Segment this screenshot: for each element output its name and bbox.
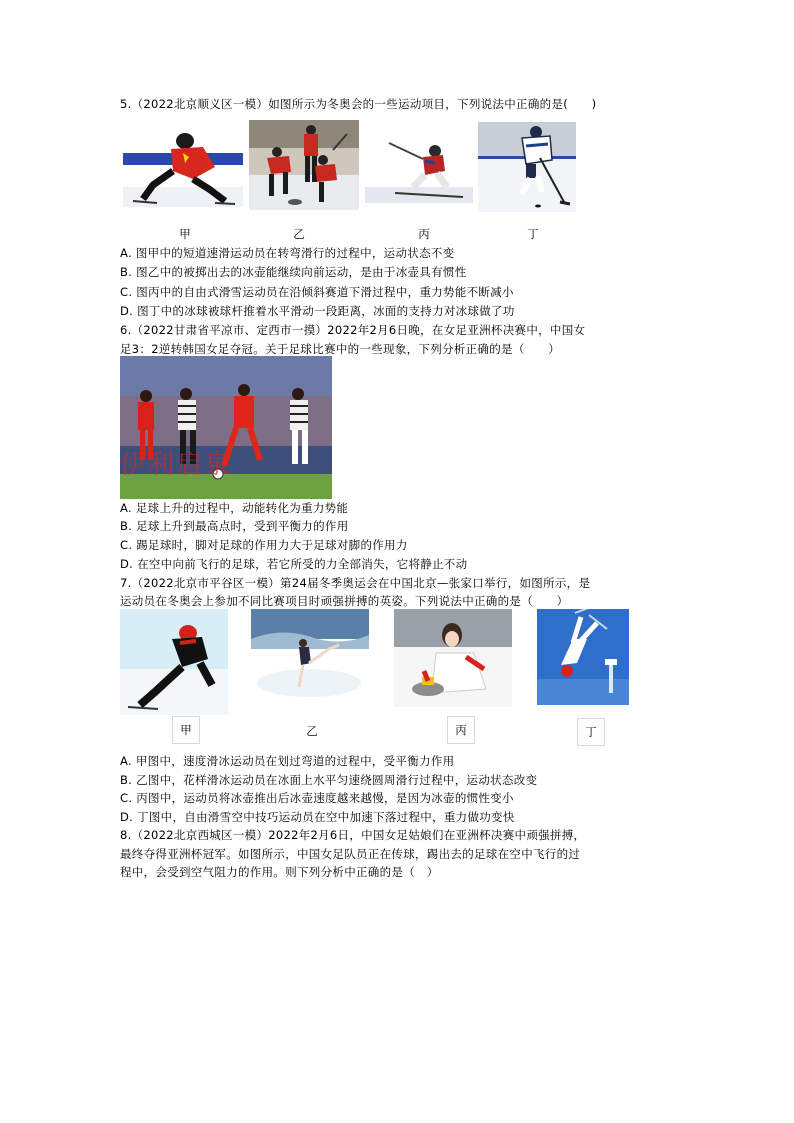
- q8-stem-line3: 程中，会受到空气阻力的作用。则下列分析中正确的是（ ）: [120, 865, 439, 879]
- q6-image-football-match: [120, 356, 332, 499]
- q6-option-c: C. 踢足球时，脚对足球的作用力大于足球对脚的作用力: [120, 538, 408, 552]
- q5-image-freestyle-skier: [365, 137, 473, 203]
- q7-stem-line1: 7.（2022北京市平谷区一模）第24届冬季奥运会在中国北京—张家口举行，如图所示，是: [120, 576, 591, 590]
- q6-watermark-text: 伊利启泉: [120, 450, 233, 480]
- q5-caption-ding: 丁: [527, 227, 539, 241]
- q5-image-ice-hockey: [478, 122, 576, 212]
- q7-stem-line2: 运动员在冬奥会上参加不同比赛项目时顽强拼搏的英姿。下列说法中正确的是（ ）: [120, 594, 569, 608]
- q5-caption-jia: 甲: [179, 227, 191, 241]
- q6-stem-line1: 6.（2022甘肃省平凉市、定西市一摸）2022年2月6日晚，在女足亚洲杯决赛中，中国女: [120, 323, 586, 337]
- q5-option-b: B. 图乙中的被掷出去的冰壶能继续向前运动，是由于冰壶具有惯性: [120, 265, 467, 279]
- q7-option-d: D. 丁图中，自由滑雪空中技巧运动员在空中加速下落过程中，重力做功变快: [120, 810, 515, 824]
- q5-caption-bing: 丙: [418, 227, 430, 241]
- q7-caption-jia: 甲: [172, 716, 200, 744]
- q7-option-b: B. 乙图中，花样滑冰运动员在冰面上水平匀速绕圆周滑行过程中，运动状态改变: [120, 773, 538, 787]
- q5-caption-yi: 乙: [293, 227, 305, 241]
- q5-stem: 5.（2022北京顺义区一模）如图所示为冬奥会的一些运动项目，下列说法中正确的是( ): [120, 97, 597, 111]
- q7-image-aerial-skier: [537, 609, 629, 705]
- q7-option-c: C. 丙图中，运动员将冰壶推出后冰壶速度越来越慢，是因为冰壶的惯性变小: [120, 791, 514, 805]
- q6-option-a: A. 足球上升的过程中，动能转化为重力势能: [120, 501, 349, 515]
- q5-option-d: D. 图丁中的冰球被球杆推着水平滑动一段距离，冰面的支持力对冰球做了功: [120, 304, 515, 318]
- q5-option-a: A. 图甲中的短道速滑运动员在转弯滑行的过程中，运动状态不变: [120, 246, 455, 260]
- q8-stem-line1: 8.（2022北京西城区一模）2022年2月6日，中国女足姑娘们在亚洲杯决赛中顽强拼搏，: [120, 828, 586, 842]
- q5-option-c: C. 图丙中的自由式滑雪运动员在沿倾斜赛道下滑过程中，重力势能不断减小: [120, 285, 514, 299]
- q7-option-a: A. 甲图中，速度滑冰运动员在划过弯道的过程中，受平衡力作用: [120, 754, 455, 768]
- q6-stem-line2: 足3：2逆转韩国女足夺冠。关于足球比赛中的一些现象，下列分析正确的是（ ）: [120, 342, 561, 356]
- q7-caption-bing: 丙: [447, 716, 475, 744]
- q6-option-b: B. 足球上升到最高点时，受到平衡力的作用: [120, 519, 349, 533]
- q7-image-figure-skater: [251, 609, 369, 707]
- q5-image-short-track-skater: [123, 127, 243, 207]
- q7-image-speed-skater: [120, 609, 228, 715]
- q7-image-curling-athlete: [394, 609, 512, 707]
- q5-image-curling: [249, 120, 359, 210]
- q6-option-d: D. 在空中向前飞行的足球，若它所受的力全部消失，它将静止不动: [120, 557, 468, 571]
- q7-caption-ding: 丁: [577, 718, 605, 746]
- q7-caption-yi: 乙: [306, 724, 318, 738]
- q8-stem-line2: 最终夺得亚洲杯冠军。如图所示，中国女足队员正在传球，踢出去的足球在空中飞行的过: [120, 847, 581, 861]
